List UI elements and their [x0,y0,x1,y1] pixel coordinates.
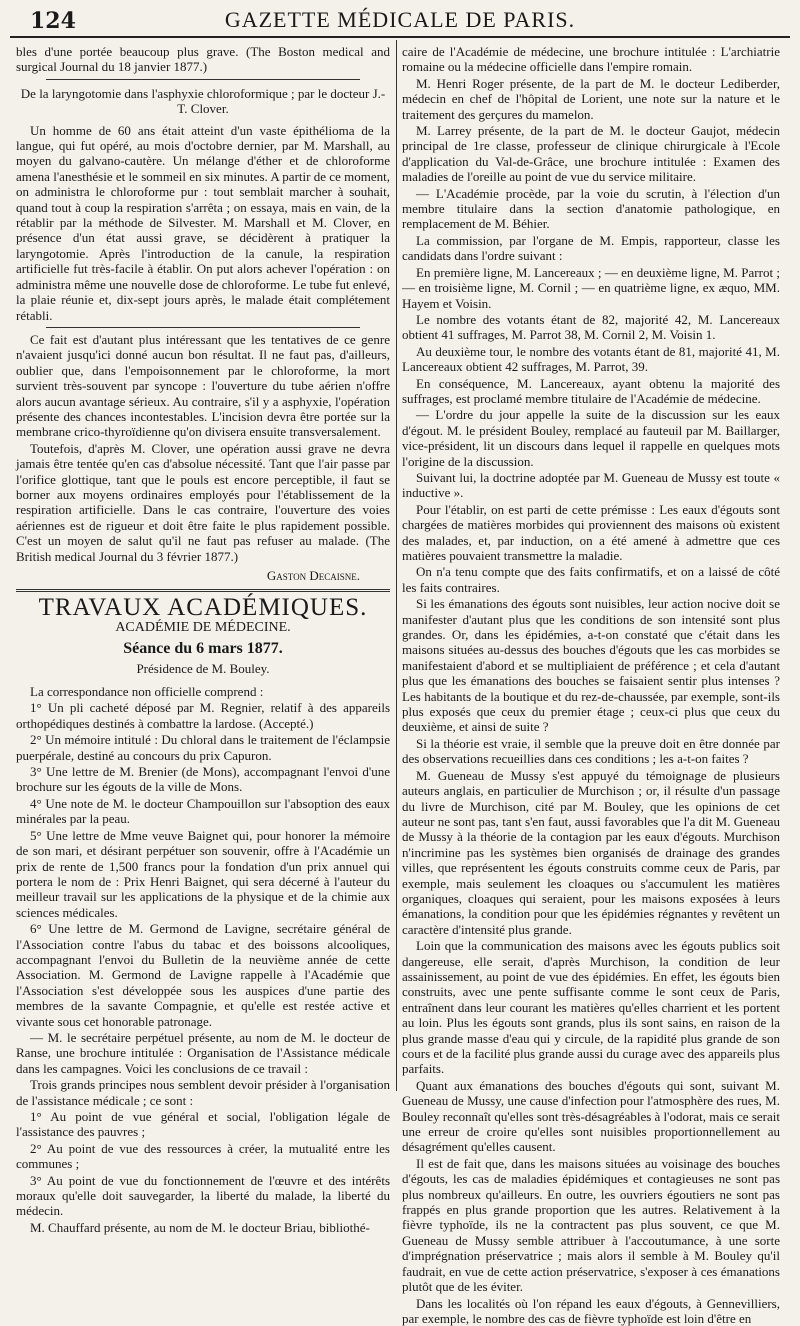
paragraph: — L'ordre du jour appelle la suite de la discussion sur les eaux d'égout. M. le président Bouley, remplacé au fauteuil par M. Baillarger, vice-président, lit un discours dans lequel il rappelle en quelques mots l'origine de la discussion. [402,407,780,469]
article-title: De la laryngotomie dans l'asphyxie chloroformique ; par le docteur J.-T. Clover. [16,86,390,117]
divider [46,79,360,80]
paragraph: La commission, par l'organe de M. Empis, rapporteur, classe les candidats dans l'ordre suivant : [402,233,780,264]
paragraph: 4° Une note de M. le docteur Champouillon sur l'absoption des eaux minérales par la peau. [16,796,390,827]
left-column [16,44,390,1089]
paragraph: 6° Une lettre de M. Germond de Lavigne, secrétaire général de l'Association contre l'abus du tabac et des boissons alcooliques, accompagnant l'envoi du Bulletin de la neuvième année de cette Association. M. Germond de Lavigne rappelle à l'Académie que l'Association s'est développée sous les auspices d'une partie des membres de la savante Compagnie, et qu'elle est restée active et vivante sous cet honorable patronage. [16,921,390,1029]
signature: Gaston Decaisne. [16,568,360,583]
paragraph: Si les émanations des égouts sont nuisibles, leur action nocive doit se manifester d'autant plus que les conditions de son intensité sont plus grandes. Or, dans les épidémies, a-t-on constaté que c'était dans les maisons situées au-dessus des bouches d'égouts que les cas morbides se manifestaient d'abord et se multipliaient de préférence ; et cela d'autant plus que les émanations des bouches se faisaient sentir plus intenses ? Les habitants de la boutique et du rez-de-chaussée, par exemple, sont-ils plus exposés que ceux du premier étage ; ceux-ci plus que ceux du deuxième, et ainsi de suite ? [402,596,780,735]
paragraph: M. Larrey présente, de la part de M. le docteur Gaujot, médecin principal de 1re classe, professeur de clinique chirurgicale à l'Ecole d'application du Val-de-Grâce, une brochure intitulée : Examen des maladies de l'oreille au point de vue du service militaire. [402,123,780,185]
seance-title: Séance du 6 mars 1877. [16,641,390,656]
paragraph: 2° Un mémoire intitulé : Du chloral dans le traitement de l'éclampsie puerpérale, destiné au concours du prix Capuron. [16,732,390,763]
paragraph: — L'Académie procède, par la voie du scrutin, à l'élection d'un membre titulaire dans la section d'anatomie pathologique, en remplacement de M. Béhier. [402,186,780,232]
paragraph: Si la théorie est vraie, il semble que la preuve doit en être donnée par des observations recueillies dans ces conditions ; les a-t-on faites ? [402,736,780,767]
paragraph: M. Gueneau de Mussy s'est appuyé du témoignage de plusieurs auteurs anglais, en particulier de Murchison ; or, il résulte d'un passage du livre de Murchison, cité par M. Bouley, que les opinions de cet auteur ne sont pas, tant s'en faut, aussi favorables que l'a dit M. Gueneau de Mussy à la théorie de la contagion par les eaux d'égouts. Murchison n'incrimine pas les systèmes bien organisés de drainage des grandes villes, que représentent les égouts construits comme ceux de Paris, par exemple, mais seulement les cloaques ou s'accumulent les matières organiques, cloaques qui seraient, pour les maisons exposées à leurs émanations, la condition pour que les épidémies régnantes y revêtent un caractère d'intensité plus grande. [402,768,780,937]
paragraph: 3° Une lettre de M. Brenier (de Mons), accompagnant l'envoi d'une brochure sur les égouts de la ville de Mons. [16,764,390,795]
paragraph: 5° Une lettre de Mme veuve Baignet qui, pour honorer la mémoire de son mari, et désirant perpétuer son souvenir, offre à l'Académie un prix de rente de 1,500 francs pour la fondation d'un prix annuel qui portera le nom de : Prix Henri Baignet, qui sera décerné à l'auteur du meilleur travail sur les applications de la physique et de la chimie aux sciences médicales. [16,828,390,920]
paragraph: En première ligne, M. Lancereaux ; — en deuxième ligne, M. Parrot ; — en troisième ligne, M. Cornil ; — en quatrième ligne, ex æquo, MM. Hayem et Voisin. [402,265,780,311]
column-divider [396,40,397,1091]
paragraph: Pour l'établir, on est parti de cette prémisse : Les eaux d'égouts sont chargées de matières morbides qui proviennent des maisons où existent des malades, et, par induction, on a été amené à admettre que ces matières pouvaient transmettre la maladie. [402,502,780,564]
paragraph: Loin que la communication des maisons avec les égouts publics soit dangereuse, elle serait, d'après Murchison, la condition de leur assainissement, au point de vue des épidémies. En effet, les égouts bien construits, avec une pente suffisante comme le sont ceux de Paris, entraînent dans leur courant les matières qu'elles charrient et les portent au loin. Plus les égouts sont grands, plus ils sont sains, en raison de la plus grande masse d'eau qui y circule, de la rapidité plus grande de son cours et de la facilité plus grande aussi du curage avec des appareils plus parfaits. [402,938,780,1077]
paragraph: Il est de fait que, dans les maisons situées au voisinage des bouches d'égouts, les cas de maladies épidémiques et contagieuses ne sont pas plus nombreux qu'ailleurs. En outre, les ouvriers égoutiers ne sont pas frappés en plus grande proportion que les autres. Relativement à la fièvre typhoïde, ils ne la contractent pas plus souvent, ce que M. Gueneau de Mussy semble attribuer à l'accoutumance, à une sorte d'imprégnation préservatrice ; mais alors il semble à M. Bouley qu'il faudrait, en vue de cette action préservatrice, s'exposer à ces émanations plutôt que de les éviter. [402,1156,780,1295]
paragraph: M. Henri Roger présente, de la part de M. le docteur Lediberder, médecin en chef de l'hôpital de Lorient, une note sur la nature et le traitement des gerçures du mamelon. [402,76,780,122]
paragraph: — M. le secrétaire perpétuel présente, au nom de M. le docteur de Ranse, une brochure intitulée : Organisation de l'Assistance médicale dans les campagnes. Voici les conclusions de ce travail : [16,1030,390,1076]
paragraph: 1° Au point de vue général et social, l'obligation légale de l'assistance des pauvres ; [16,1109,390,1140]
paragraph: 1° Un pli cacheté déposé par M. Regnier, relatif à des appareils orthopédiques destinés à combattre la lardose. (Accepté.) [16,700,390,731]
paragraph: Suivant lui, la doctrine adoptée par M. Gueneau de Mussy est toute « inductive ». [402,470,780,501]
page-header [0,0,800,40]
paragraph: 3° Au point de vue du fonctionnement de l'œuvre et des intérêts moraux qu'elle doit sauvegarder, la liberté du malade, la liberté du médecin. [16,1173,390,1219]
paragraph: Toutefois, d'après M. Clover, une opération aussi grave ne devra jamais être tentée qu'en cas d'absolue nécessité. Tant que l'air passe par l'orifice glottique, tant que le pouls est encore perceptible, il faut se borner aux moyens ordinaires employés pour l'établissement de la respiration artificielle. Dans le cas contraire, l'ouverture des voies aériennes est de rigueur et doit être faite le plus rapidement possible. C'est un moyen de salut qu'il ne faut pas refuser au malade. (The British medical Journal du 3 février 1877.) [16,441,390,564]
right-column [402,44,780,1089]
paragraph: La correspondance non officielle comprend : [16,684,390,699]
paragraph: Quant aux émanations des bouches d'égouts qui sont, suivant M. Gueneau de Mussy, une cause d'infection pour l'atmosphère des rues, M. Bouley reconnaît qu'elles sont très-désagréables à l'odorat, mais ce serait une erreur de croire qu'elles sont nuisibles proportionnellement au désagrément qu'elles causent. [402,1078,780,1155]
paragraph: 2° Au point de vue des ressources à créer, la mutualité entre les communes ; [16,1141,390,1172]
paragraph: En conséquence, M. Lancereaux, ayant obtenu la majorité des suffrages, est proclamé membre titulaire de l'Académie de médecine. [402,376,780,407]
page-number: 124 [30,8,76,34]
paragraph: caire de l'Académie de médecine, une brochure intitulée : L'archiatrie romaine ou la médecine officielle dans l'empire romain. [402,44,780,75]
paragraph: Au deuxième tour, le nombre des votants étant de 81, majorité 41, M. Lancereaux obtient 42 suffrages, M. Parrot, 39. [402,344,780,375]
paragraph: On n'a tenu compte que des faits confirmatifs, et on a laissé de côté les faits contraires. [402,564,780,595]
presidence: Présidence de M. Bouley. [16,661,390,676]
divider [46,327,360,328]
paragraph: Trois grands principes nous semblent devoir présider à l'organisation de l'assistance médicale ; ce sont : [16,1077,390,1108]
journal-title: GAZETTE MÉDICALE DE PARIS. [0,7,800,33]
paragraph: Ce fait est d'autant plus intéressant que les tentatives de ce genre n'avaient jusqu'ici donné aucun bon résultat. Il ne faut pas, d'ailleurs, oublier que, dans l'empoisonnement par le chloroforme, la mort survient très-souvent par syncope : l'ouverture du tube aérien n'offre alors aucun avantage sérieux. Au contraire, s'il y a asphyxie, l'opération présente des chances incontestables. L'incision devra être portée sur la membrane crico-thyroïdienne qu'on divisera ensuite transversalement. [16,332,390,440]
paragraph: Dans les localités où l'on répand les eaux d'égouts, à Gennevilliers, par exemple, le nombre des cas de fièvre typhoïde est loin d'être en [402,1296,780,1326]
paragraph: M. Chauffard présente, au nom de M. le docteur Briau, bibliothé- [16,1220,390,1235]
header-rule [10,36,790,38]
section-title: TRAVAUX ACADÉMIQUES. [16,600,390,615]
paragraph: Un homme de 60 ans était atteint d'un vaste épithélioma de la langue, qui fut opéré, au mois d'octobre dernier, par M. Marshall, au moyen du galvano-cautère. Un mélange d'éther et de chloroforme amena l'anesthésie et le sommeil en six minutes. A partir de ce moment, on administra le chloroforme pur : tout semblait marcher à souhait, quand tout à coup la respiration s'arrêta ; on essaya, mais en vain, de la rétablir par la méthode de Silvester. M. Marshall et M. Clover, en présence d'un état aussi grave, se décidèrent à pratiquer la laryngotomie. Après l'introduction de la canule, la respiration artificielle fut très-facile à établir. On put alors achever l'opération : on administra même une nouvelle dose de chloroforme. Le tube fut enlevé, la plaie réunie et, dix-sept jours après, le malade était complétement rétabli. [16,123,390,323]
subsection-title: ACADÉMIE DE MÉDECINE. [16,620,390,635]
paragraph: Le nombre des votants étant de 82, majorité 42, M. Lancereaux obtient 41 suffrages, M. Parrot 38, M. Cornil 2, M. Voisin 1. [402,312,780,343]
paragraph: bles d'une portée beaucoup plus grave. (The Boston medical and surgical Journal du 18 janvier 1877.) [16,44,390,75]
